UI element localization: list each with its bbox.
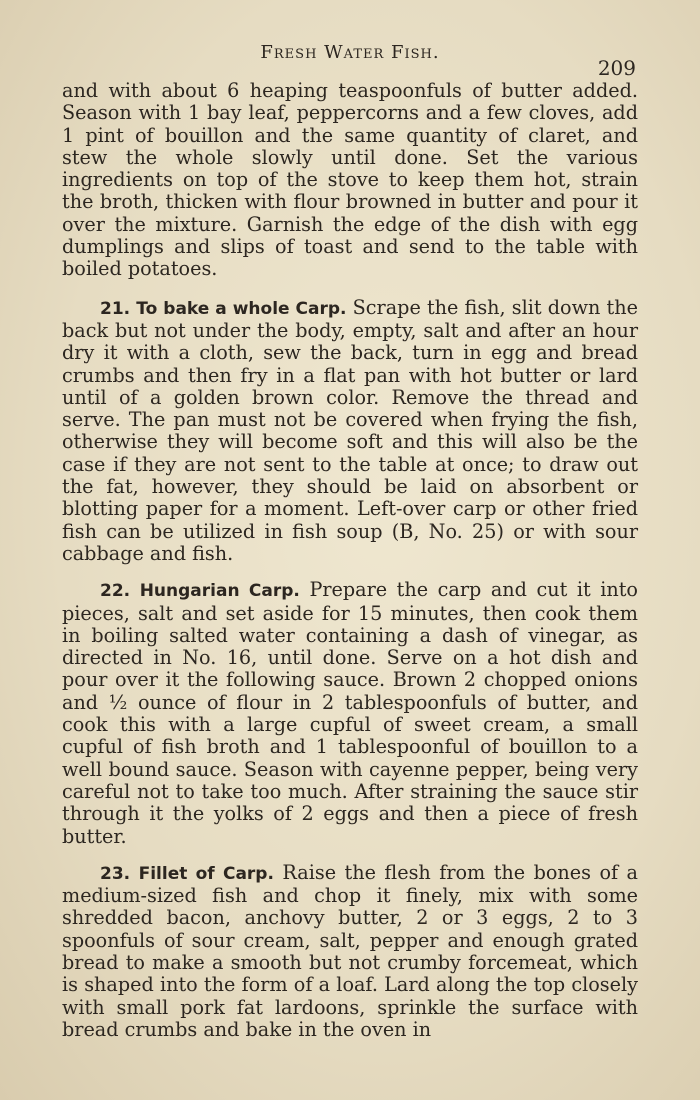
recipe-heading: Fillet of Carp. xyxy=(138,863,274,884)
recipe-number: 21. xyxy=(100,298,131,319)
recipe-heading: Hungarian Carp. xyxy=(139,581,300,602)
recipe-22 xyxy=(62,579,638,848)
recipe-heading: To bake a whole Carp. xyxy=(136,298,347,319)
recipe-number: 22. xyxy=(100,581,131,602)
recipe-21 xyxy=(62,297,638,566)
body-text xyxy=(62,80,638,1041)
recipe-text: Prepare the carp and cut it into pieces, salt and set aside for 15 minutes, then cook them in boiling salted water containing a dash of vinegar, as directed in No. 16, until done. Serve on a hot dish and pour over it the following sauce. Brown 2 chopped onions and ½ ounce of flour in 2 tablespoonfuls of butter, and cook this with a large cupful of sweet cream, a small cupful of fish broth and 1 tablespoonful of bouillon to a well bound sauce. Season with cayenne pepper, being very careful not to take too much. After straining the sauce stir through it the yolks of 2 eggs and then a piece of fresh butter. xyxy=(62,578,638,848)
recipe-text: Scrape the fish, slit down the back but not under the body, empty, salt and after an hour dry it with a cloth, sew the back, turn in egg and bread crumbs and then fry in a flat pan with hot butter or lard until of a golden brown color. Remove the thread and serve. The pan must not be covered when frying the fish, otherwise they will become soft and this will also be the case if they are not sent to the table at once; to draw out the fat, however, they should be laid on absorbent or blotting paper for a moment. Left-over carp or other fried fish can be utilized in fish soup (B, No. 25) or with sour cabbage and fish. xyxy=(62,295,638,565)
recipe-23 xyxy=(62,862,638,1041)
paragraph-continuation: and with about 6 heaping teaspoonfuls of butter added. Season with 1 bay leaf, peppercorns and a few cloves, add 1 pint of bouillon and the same quantity of claret, and stew the whole slowly until done. Set the various ingredients on top of the stove to keep them hot, strain the broth, thicken with flour browned in butter and pour it over the mixture. Garnish the edge of the dish with egg dumplings and slips of toast and send to the table with boiled potatoes. xyxy=(62,79,638,281)
page-number: 209 xyxy=(597,56,636,80)
recipe-number: 23. xyxy=(100,863,131,884)
running-head: Fresh Water Fish. xyxy=(260,42,440,63)
recipe-text: Raise the flesh from the bones of a medium-sized fish and chop it finely, mix with some shredded bacon, anchovy butter, 2 or 3 eggs, 2 to 3 spoonfuls of sour cream, salt, pepper and enough grated bread to make a smooth but not crumby forcemeat, which is shaped into the form of a loaf. Lard along the top closely with small pork fat lardoons, sprinkle the surface with bread crumbs and bake in the oven in xyxy=(62,860,638,1041)
